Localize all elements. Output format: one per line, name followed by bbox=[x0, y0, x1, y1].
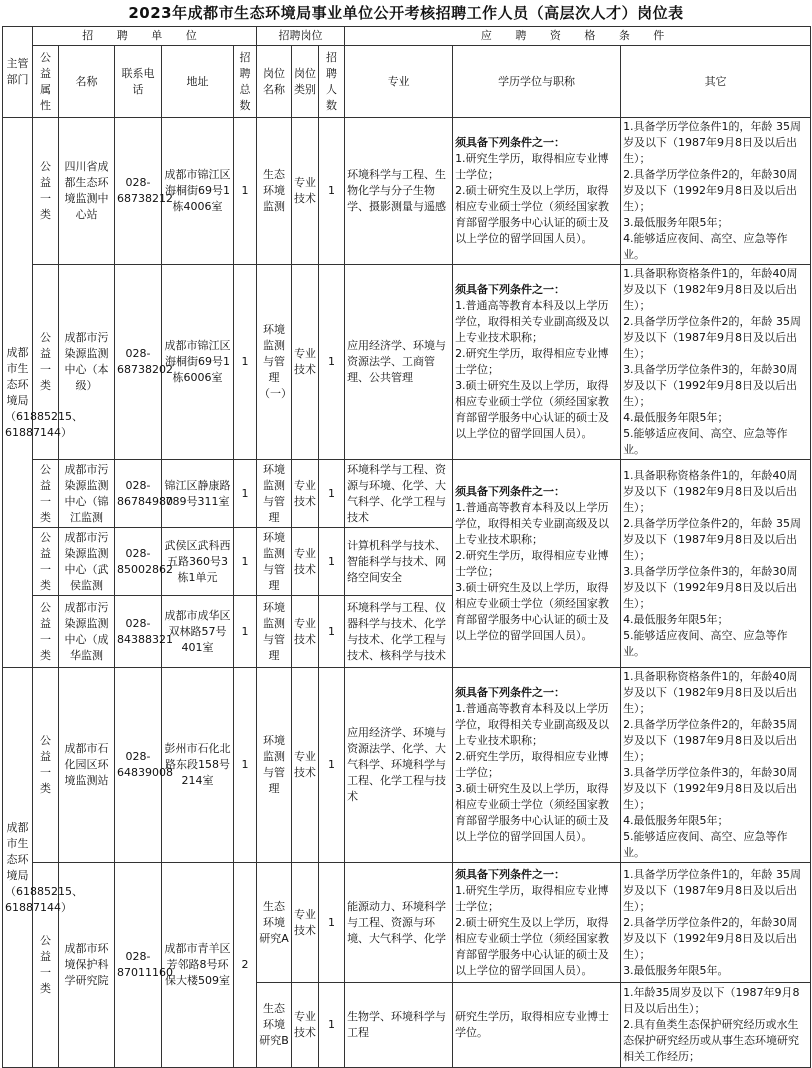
header-major: 专业 bbox=[345, 46, 453, 118]
phone-cell: 028-68738202 bbox=[115, 265, 162, 460]
header-total: 招聘总数 bbox=[234, 46, 257, 118]
post-cell: 生态环境研究A bbox=[257, 863, 292, 983]
attr-cell: 公益一类 bbox=[33, 863, 59, 1068]
other-cell: 1.具备职称资格条件1的，年龄40周岁及以下（1982年9月8日及以后出生）； 2.具备学历学位条件2的，年龄35周岁及以下（1987年9月8日及以后出生）； 3.具备学历学位条件3的，年龄30周岁及以下（1992年9月8日及以后出生）； 4.最低服务年限5年； 5.能够适应夜间、高空、应急等作业。 bbox=[621, 668, 811, 863]
total-cell: 1 bbox=[234, 596, 257, 668]
type-cell: 专业技术 bbox=[292, 118, 319, 265]
header-dept: 主管部门 bbox=[3, 27, 33, 118]
attr-cell: 公益一类 bbox=[33, 118, 59, 265]
edu-cell bbox=[453, 668, 621, 863]
total-cell: 1 bbox=[234, 668, 257, 863]
addr-cell: 成都市成华区双林路57号401室 bbox=[162, 596, 234, 668]
major-cell: 应用经济学、环境与资源法学、工商管理、公共管理 bbox=[345, 265, 453, 460]
unit-name-cell: 成都市污染源监测中心（锦江监测 bbox=[59, 460, 115, 528]
unit-name-cell: 成都市环境保护科学研究院 bbox=[59, 863, 115, 1068]
header-attr: 公益属性 bbox=[33, 46, 59, 118]
edu-requirement-heading: 须具备下列条件之一： bbox=[455, 867, 566, 881]
phone-cell: 028-87011160 bbox=[115, 863, 162, 1068]
count-cell: 1 bbox=[319, 983, 345, 1068]
major-cell: 环境科学与工程、生物化学与分子生物学、摄影测量与遥感 bbox=[345, 118, 453, 265]
table-row bbox=[3, 118, 811, 265]
post-cell: 生态环境研究B bbox=[257, 983, 292, 1068]
table-row bbox=[3, 863, 811, 983]
other-cell: 1.具备职称资格条件1的，年龄40周岁及以下（1982年9月8日及以后出生）； 2.具备学历学位条件2的，年龄 35周岁及以下（1987年9月8日及以后出生）； 3.具备学历学位条件3的，年龄30周岁及以下（1992年9月8日及以后出生）； 4.最低服务年限5年； 5.能够适应夜间、高空、应急等作业。 bbox=[621, 265, 811, 460]
header-row-1 bbox=[3, 27, 811, 46]
edu-requirement-text: 1.普通高等教育本科及以上学历学位，取得相关专业副高级及以上专业技术职称； 2.研究生学历，取得相应专业博士学位； 3.硕士研究生及以上学历，取得相应专业硕士学位（须经国家教育部留学服务中心认证的硕士及以上学位的留学回国人员）。 bbox=[455, 500, 610, 642]
count-cell: 1 bbox=[319, 265, 345, 460]
major-cell: 应用经济学、环境与资源法学、化学、大气科学、环境科学与工程、化学工程与技术 bbox=[345, 668, 453, 863]
edu-cell bbox=[453, 460, 621, 668]
edu-requirement-text: 1.普通高等教育本科及以上学历学位，取得相关专业副高级及以上专业技术职称； 2.研究生学历，取得相应专业博士学位； 3.硕士研究生及以上学历，取得相应专业硕士学位（须经国家教育部留学服务中心认证的硕士及以上学位的留学回国人员）。 bbox=[455, 299, 610, 440]
post-cell: 环境监测与管理 bbox=[257, 528, 292, 596]
header-phone: 联系电话 bbox=[115, 46, 162, 118]
count-cell: 1 bbox=[319, 460, 345, 528]
total-cell: 1 bbox=[234, 265, 257, 460]
header-count: 招聘人数 bbox=[319, 46, 345, 118]
attr-cell: 公益一类 bbox=[33, 668, 59, 863]
table-row bbox=[3, 460, 811, 528]
phone-cell: 028-86784980 bbox=[115, 460, 162, 528]
header-unit-group: 招 聘 单 位 bbox=[33, 27, 257, 46]
edu-cell bbox=[453, 118, 621, 265]
unit-name-cell: 成都市污染源监测中心（武侯监测 bbox=[59, 528, 115, 596]
count-cell: 1 bbox=[319, 668, 345, 863]
header-row-2 bbox=[3, 46, 811, 118]
edu-requirement-heading: 须具备下列条件之一： bbox=[455, 136, 566, 149]
other-cell: 1.年龄35周岁及以下（1987年9月8日及以后出生）； 2.具有鱼类生态保护研究经历或水生态保护研究经历或从事生态环境研究相关工作经历； bbox=[621, 983, 811, 1068]
attr-cell: 公益一类 bbox=[33, 265, 59, 460]
major-cell: 计算机科学与技术、智能科学与技术、网络空间安全 bbox=[345, 528, 453, 596]
type-cell: 专业技术 bbox=[292, 863, 319, 983]
header-name: 名称 bbox=[59, 46, 115, 118]
unit-name-cell: 成都市污染源监测中心（本级） bbox=[59, 265, 115, 460]
phone-cell: 028-84388321 bbox=[115, 596, 162, 668]
count-cell: 1 bbox=[319, 118, 345, 265]
major-cell: 能源动力、环境科学与工程、资源与环境、大气科学、化学 bbox=[345, 863, 453, 983]
attr-cell: 公益一类 bbox=[33, 528, 59, 596]
header-addr: 地址 bbox=[162, 46, 234, 118]
dept-cell: 成都市生态环境局（61885215、61887144） bbox=[3, 118, 33, 668]
type-cell: 专业技术 bbox=[292, 983, 319, 1068]
total-cell: 2 bbox=[234, 863, 257, 1068]
post-cell: 环境监测与管理（一） bbox=[257, 265, 292, 460]
header-other: 其它 bbox=[621, 46, 811, 118]
type-cell: 专业技术 bbox=[292, 596, 319, 668]
edu-requirement-heading: 须具备下列条件之一： bbox=[455, 283, 566, 296]
addr-cell: 成都市锦江区海桐街69号1栋4006室 bbox=[162, 118, 234, 265]
unit-name-cell: 四川省成都生态环境监测中心站 bbox=[59, 118, 115, 265]
page-title: 2023年成都市生态环境局事业单位公开考核招聘工作人员（高层次人才）岗位表 bbox=[128, 4, 684, 22]
edu-cell bbox=[453, 863, 621, 983]
table-row bbox=[3, 265, 811, 460]
total-cell: 1 bbox=[234, 528, 257, 596]
attr-cell: 公益一类 bbox=[33, 460, 59, 528]
count-cell: 1 bbox=[319, 528, 345, 596]
unit-name-cell: 成都市污染源监测中心（成华监测 bbox=[59, 596, 115, 668]
edu-requirement-heading: 须具备下列条件之一： bbox=[455, 686, 566, 699]
major-cell: 环境科学与工程、资源与环境、化学、大气科学、化学工程与技术 bbox=[345, 460, 453, 528]
phone-cell: 028-64839008 bbox=[115, 668, 162, 863]
recruitment-table bbox=[2, 26, 811, 1068]
count-cell: 1 bbox=[319, 863, 345, 983]
addr-cell: 彭州市石化北路东段158号214室 bbox=[162, 668, 234, 863]
table-row bbox=[3, 668, 811, 863]
other-cell: 1.具备职称资格条件1的，年龄40周岁及以下（1982年9月8日及以后出生）； 2.具备学历学位条件2的，年龄 35周岁及以下（1987年9月8日及以后出生）； 3.具备学历学位条件3的，年龄30周岁及以下（1992年9月8日及以后出生）； 4.最低服务年限5年； 5.能够适应夜间、高空、应急等作业。 bbox=[621, 460, 811, 668]
edu-requirement-text: 1.研究生学历，取得相应专业博士学位； 2.硕士研究生及以上学历，取得相应专业硕士学位（须经国家教育部留学服务中心认证的硕士及以上学位的留学回国人员）。 bbox=[455, 883, 610, 977]
post-cell: 生态环境监测 bbox=[257, 118, 292, 265]
addr-cell: 锦江区静康路789号311室 bbox=[162, 460, 234, 528]
edu-cell: 研究生学历，取得相应专业博士学位。 bbox=[453, 983, 621, 1068]
edu-requirement-heading: 须具备下列条件之一： bbox=[455, 484, 566, 498]
major-cell: 生物学、环境科学与工程 bbox=[345, 983, 453, 1068]
header-req-group: 应 聘 资 格 条 件 bbox=[345, 27, 811, 46]
addr-cell: 成都市青羊区芳邻路8号环保大楼509室 bbox=[162, 863, 234, 1068]
total-cell: 1 bbox=[234, 460, 257, 528]
total-cell: 1 bbox=[234, 118, 257, 265]
other-cell: 1.具备学历学位条件1的，年龄 35周岁及以下（1987年9月8日及以后出生）； 2.具备学历学位条件2的，年龄30周岁及以下（1992年9月8日及以后出生）； 3.最低服务年限5年； 4.能够适应夜间、高空、应急等作业。 bbox=[621, 118, 811, 265]
unit-name-cell: 成都市石化园区环境监测站 bbox=[59, 668, 115, 863]
post-cell: 环境监测与管理 bbox=[257, 460, 292, 528]
phone-cell: 028-85002862 bbox=[115, 528, 162, 596]
header-post-group: 招聘岗位 bbox=[257, 27, 345, 46]
header-edu: 学历学位与职称 bbox=[453, 46, 621, 118]
addr-cell: 武侯区武科西五路360号3栋1单元 bbox=[162, 528, 234, 596]
edu-requirement-text: 1.研究生学历，取得相应专业博士学位； 2.硕士研究生及以上学历，取得相应专业硕士学位（须经国家教育部留学服务中心认证的硕士及以上学位的留学回国人员）。 bbox=[455, 152, 610, 245]
type-cell: 专业技术 bbox=[292, 460, 319, 528]
post-cell: 环境监测与管理 bbox=[257, 668, 292, 863]
phone-cell: 028-68738212 bbox=[115, 118, 162, 265]
post-cell: 环境监测与管理 bbox=[257, 596, 292, 668]
type-cell: 专业技术 bbox=[292, 668, 319, 863]
edu-requirement-text: 1.普通高等教育本科及以上学历学位，取得相关专业副高级及以上专业技术职称； 2.研究生学历，取得相应专业博士学位； 3.硕士研究生及以上学历，取得相应专业硕士学位（须经国家教育部留学服务中心认证的硕士及以上学位的留学回国人员）。 bbox=[455, 702, 610, 843]
header-post-type: 岗位类别 bbox=[292, 46, 319, 118]
header-post-name: 岗位名称 bbox=[257, 46, 292, 118]
type-cell: 专业技术 bbox=[292, 528, 319, 596]
count-cell: 1 bbox=[319, 596, 345, 668]
type-cell: 专业技术 bbox=[292, 265, 319, 460]
dept-cell: 成都市生态环境局（61885215、61887144） bbox=[3, 668, 33, 1068]
other-cell: 1.具备学历学位条件1的，年龄 35周岁及以下（1987年9月8日及以后出生）； 2.具备学历学位条件2的，年龄30周岁及以下（1992年9月8日及以后出生）； 3.最低服务年限5年。 bbox=[621, 863, 811, 983]
major-cell: 环境科学与工程、仪器科学与技术、化学与技术、化学工程与技术、核科学与技术 bbox=[345, 596, 453, 668]
attr-cell: 公益一类 bbox=[33, 596, 59, 668]
addr-cell: 成都市锦江区海桐街69号1栋6006室 bbox=[162, 265, 234, 460]
edu-cell bbox=[453, 265, 621, 460]
